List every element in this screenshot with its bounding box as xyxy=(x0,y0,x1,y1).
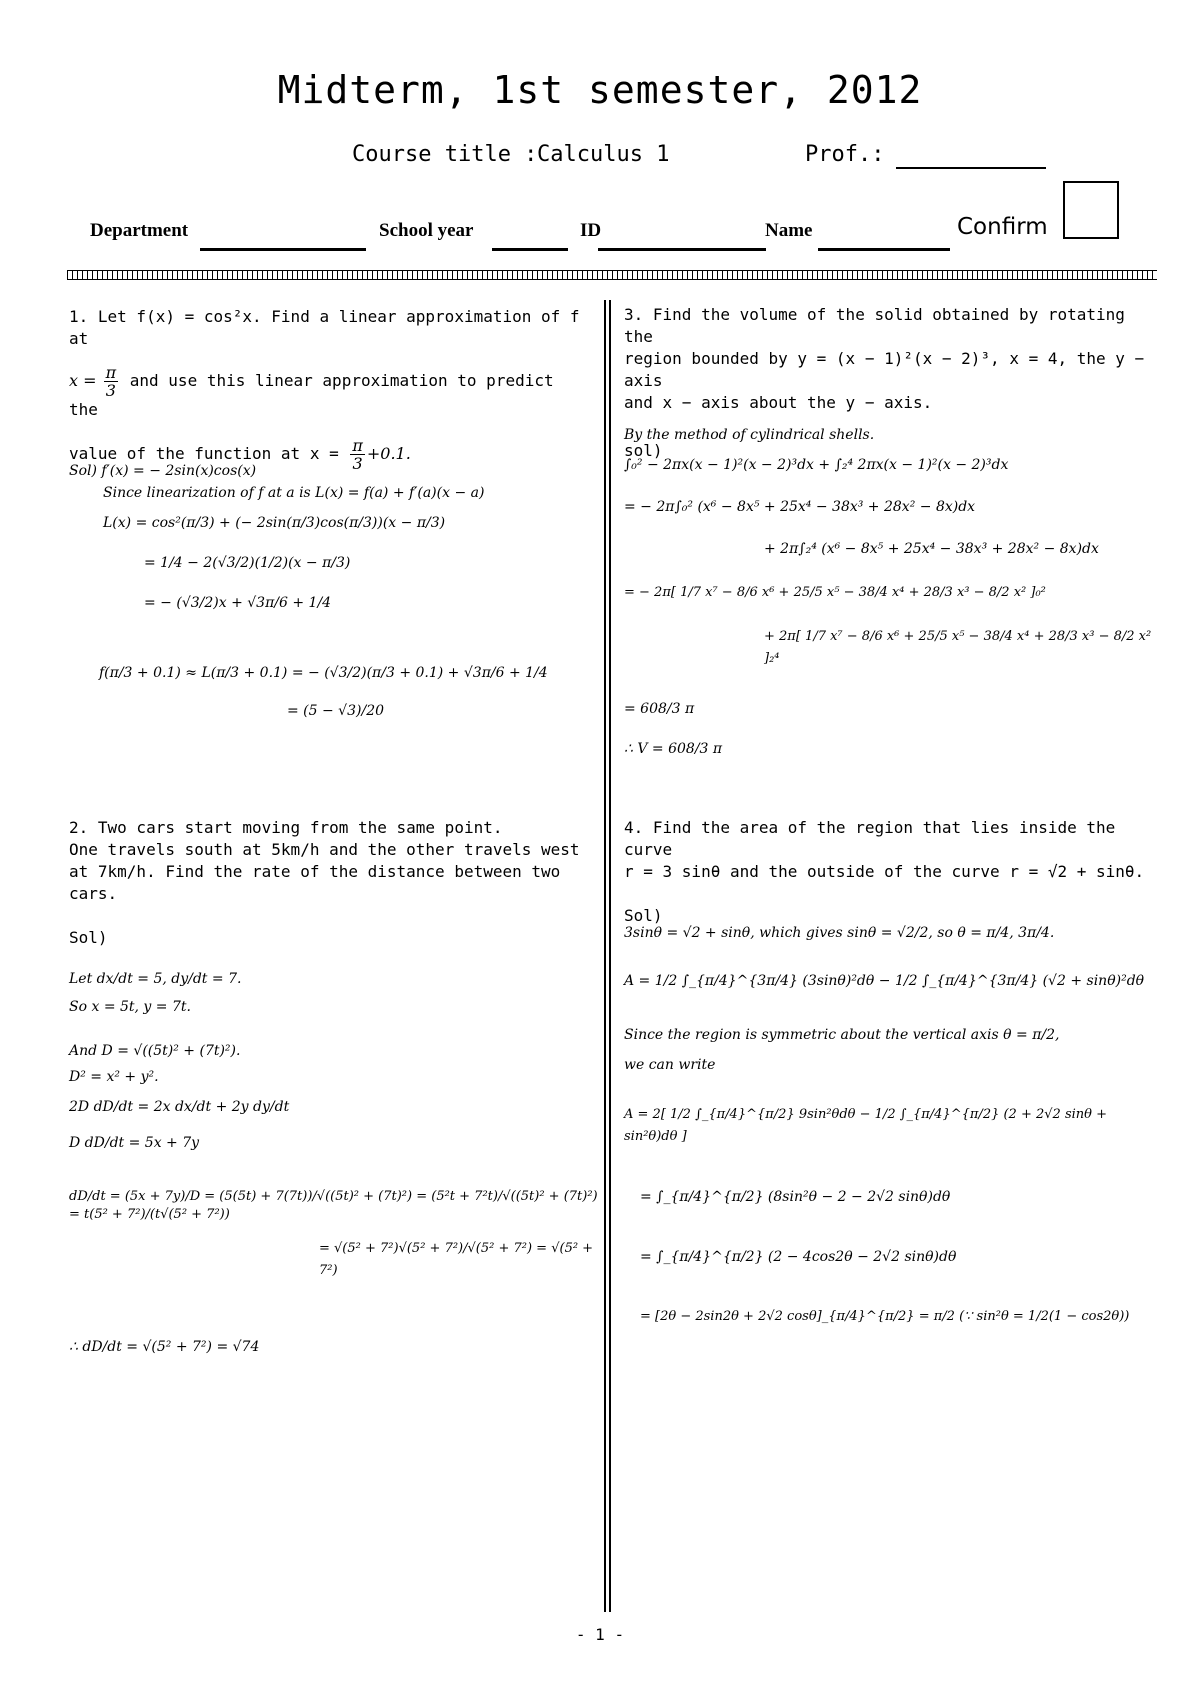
page-title: Midterm, 1st semester, 2012 xyxy=(277,68,923,112)
q3-text-2: region bounded by y = (x − 1)²(x − 2)³, x = 4, the y − axis xyxy=(624,349,1145,390)
q4-text-2: r = 3 sinθ and the outside of the curve r = √2 + sinθ. xyxy=(624,862,1145,881)
prof-label: Prof.: xyxy=(805,142,885,167)
q4-s5: A = 2[ 1/2 ∫_{π/4}^{π/2} 9sin²θdθ − 1/2 ∫_{π/4}^{π/2} (2 + 2√2 sinθ + sin²θ)dθ ] xyxy=(624,1107,1107,1144)
q2-d2: D² = x² + y². xyxy=(69,1069,159,1085)
q1-text-c: value of the function at x = xyxy=(69,444,339,463)
header-divider xyxy=(67,270,1157,280)
q3-s2: = − 2π∫₀² (x⁶ − 8x⁵ + 25x⁴ − 38x³ + 28x² − 8x)dx xyxy=(624,499,976,515)
q1-L1: L(x) = cos²(π/3) + (− 2sin(π/3)cos(π/3))(x − π/3) xyxy=(103,515,446,531)
question-4 xyxy=(624,817,1154,927)
q3-s1: ∫₀² − 2πx(x − 1)²(x − 2)³dx + ∫₂⁴ 2πx(x − 1)²(x − 2)³dx xyxy=(624,457,1009,473)
prof-field[interactable] xyxy=(896,167,1046,169)
q1-sol-line: Sol) f′(x) = − 2sin(x)cos(x) xyxy=(69,463,257,479)
question-1 xyxy=(69,306,589,472)
school-year-label: School year xyxy=(379,220,474,241)
course-name: Calculus 1 xyxy=(537,142,670,167)
q4-s8: = [2θ − 2sin2θ + 2√2 cosθ]_{π/4}^{π/2} = π/2 (∵ sin²θ = 1/2(1 − cos2θ)) xyxy=(640,1309,1130,1324)
q2-so: So x = 5t, y = 7t. xyxy=(69,999,191,1015)
confirm-box[interactable] xyxy=(1063,181,1119,239)
q3-sol: sol) xyxy=(624,441,663,460)
q2-text-2: One travels south at 5km/h and the other travels west xyxy=(69,840,580,859)
q4-solution xyxy=(624,922,1154,1328)
q2-text-1: 2. Two cars start moving from the same point. xyxy=(69,818,503,837)
q3-s7: ∴ V = 608/3 π xyxy=(624,741,723,757)
q3-s3: + 2π∫₂⁴ (x⁶ − 8x⁵ + 25x⁴ − 38x³ + 28x² − 8x)dx xyxy=(764,541,1099,557)
q2-diff: 2D dD/dt = 2x dx/dt + 2y dy/dt xyxy=(69,1099,290,1115)
q4-text-1: 4. Find the area of the region that lies inside the curve xyxy=(624,818,1116,859)
column-divider xyxy=(604,300,606,1612)
page-number: - 1 - xyxy=(575,1625,625,1644)
q2-text-3: at 7km/h. Find the rate of the distance between two xyxy=(69,862,561,881)
q1-linearization: Since linearization of f at a is L(x) = f(a) + f′(a)(x − a) xyxy=(103,485,485,501)
q1-text-a: 1. Let f(x) = cos²x. Find a linear approximation of f at xyxy=(69,307,580,348)
id-field[interactable] xyxy=(598,248,766,251)
q4-s2: A = 1/2 ∫_{π/4}^{3π/4} (3sinθ)²dθ − 1/2 ∫_{π/4}^{3π/4} (√2 + sinθ)²dθ xyxy=(624,973,1145,989)
q2-solution xyxy=(69,968,599,1358)
q2-rate-2: = √(5² + 7²)√(5² + 7²)/√(5² + 7²) = √(5² + 7²) xyxy=(319,1241,594,1278)
q1-solution xyxy=(69,460,589,722)
q2-sol: Sol) xyxy=(69,928,108,947)
q2-text-4: cars. xyxy=(69,884,118,903)
department-label: Department xyxy=(90,220,189,241)
name-label: Name xyxy=(765,220,813,241)
q1-L3: = − (√3/2)x + √3π/6 + 1/4 xyxy=(144,595,332,611)
q3-text-1: 3. Find the volume of the solid obtained by rotating the xyxy=(624,305,1125,346)
name-field[interactable] xyxy=(818,248,950,251)
q2-diff2: D dD/dt = 5x + 7y xyxy=(69,1135,200,1151)
q1-approx: f(π/3 + 0.1) ≈ L(π/3 + 0.1) = − (√3/2)(π/3 + 0.1) + √3π/6 + 1/4 xyxy=(99,665,548,681)
q4-sol: Sol) xyxy=(624,906,663,925)
q3-s5: + 2π[ 1/7 x⁷ − 8/6 x⁶ + 25/5 x⁵ − 38/4 x⁴ + 28/3 x³ − 8/2 x² ]₂⁴ xyxy=(764,629,1152,666)
q1-text-b: and use this linear approximation to predict the xyxy=(69,371,554,419)
q3-solution xyxy=(624,424,1154,760)
q4-s7: = ∫_{π/4}^{π/2} (2 − 4cos2θ − 2√2 sinθ)dθ xyxy=(640,1249,957,1265)
q2-rate-1: dD/dt = (5x + 7y)/D = (5(5t) + 7(7t))/√((5t)² + (7t)²) = (5²t + 7²t)/√((5t)² + (7t)²) = t(5² + 7²)/(t√(5² + 7²)) xyxy=(69,1189,598,1222)
q3-text-3: and x − axis about the y − axis. xyxy=(624,393,933,412)
q1-result: = (5 − √3)/20 xyxy=(287,703,385,719)
q2-final: ∴ dD/dt = √(5² + 7²) = √74 xyxy=(69,1339,260,1355)
q1-point: $\frac{\pi}{3}$ +0.1. xyxy=(352,436,411,473)
q4-s4: we can write xyxy=(624,1057,716,1073)
q3-method: By the method of cylindrical shells. xyxy=(624,427,875,443)
id-label: ID xyxy=(580,220,602,241)
q3-s6: = 608/3 π xyxy=(624,701,695,717)
q2-and: And D = √((5t)² + (7t)²). xyxy=(69,1043,241,1059)
column-divider-inner xyxy=(609,300,611,1612)
q1-L2: = 1/4 − 2(√3/2)(1/2)(x − π/3) xyxy=(144,555,351,571)
school-year-field[interactable] xyxy=(492,248,568,251)
q4-s6: = ∫_{π/4}^{π/2} (8sin²θ − 2 − 2√2 sinθ)dθ xyxy=(640,1189,951,1205)
q4-s3: Since the region is symmetric about the vertical axis θ = π/2, xyxy=(624,1027,1060,1043)
question-2 xyxy=(69,817,599,949)
confirm-label: Confirm xyxy=(957,214,1048,240)
q1-x-eq: x = $\frac{\pi}{3}$ xyxy=(69,363,117,400)
q4-s1: 3sinθ = √2 + sinθ, which gives sinθ = √2/2, so θ = π/4, 3π/4. xyxy=(624,925,1055,941)
course-title-label: Course title : xyxy=(352,142,538,167)
q3-s4: = − 2π[ 1/7 x⁷ − 8/6 x⁶ + 25/5 x⁵ − 38/4 x⁴ + 28/3 x³ − 8/2 x² ]₀² xyxy=(624,585,1046,600)
department-field[interactable] xyxy=(200,248,366,251)
q2-let: Let dx/dt = 5, dy/dt = 7. xyxy=(69,971,242,987)
